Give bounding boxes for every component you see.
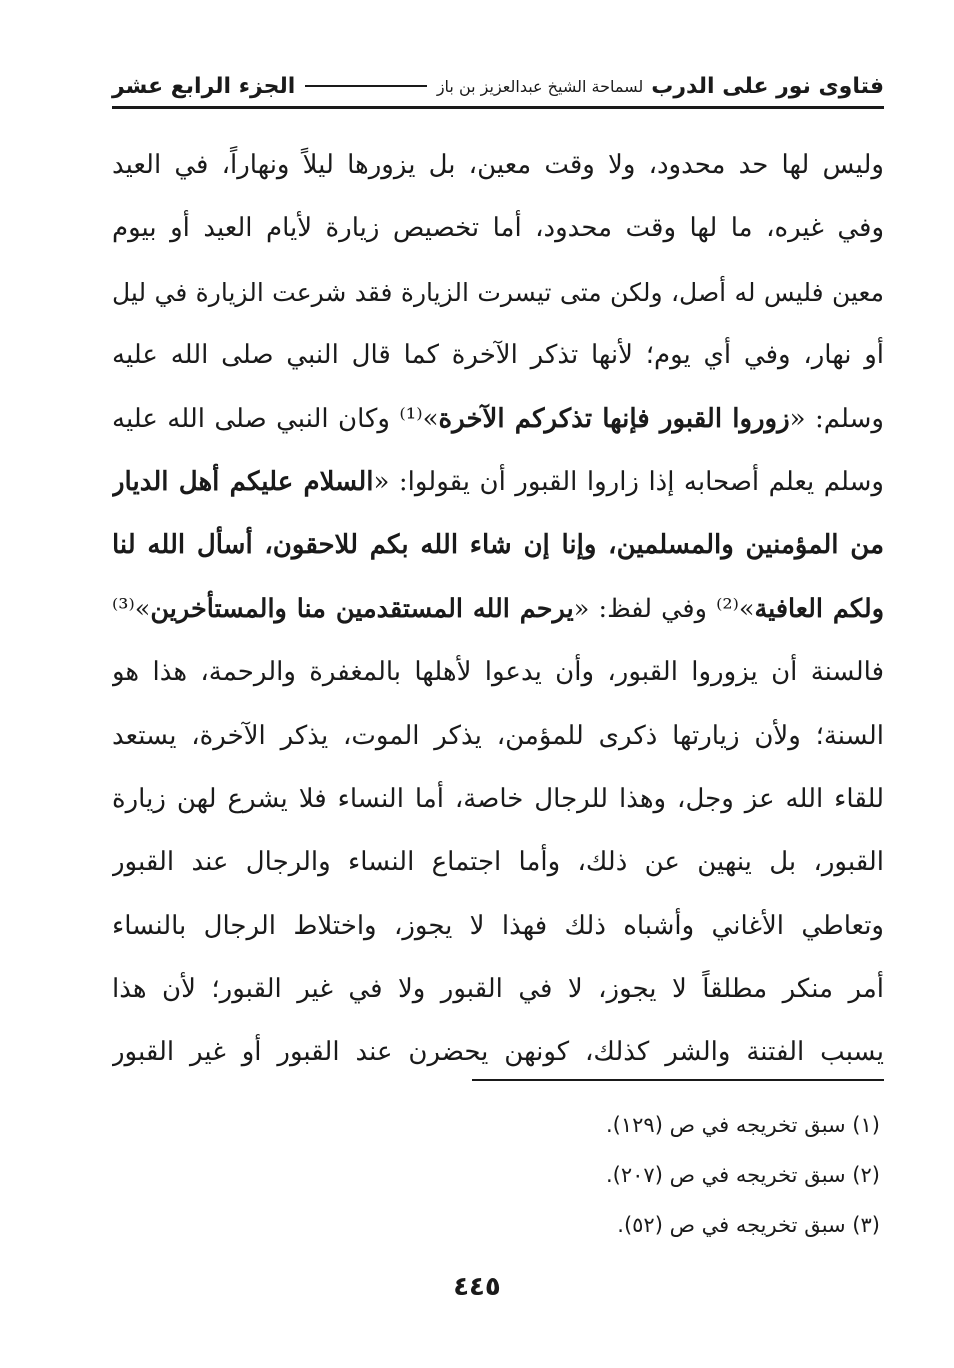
bold-quote-text: ولكم العافية xyxy=(754,593,884,624)
body-text-segment: وسلم: « xyxy=(789,403,884,434)
body-line xyxy=(112,705,884,768)
body-line xyxy=(112,324,884,387)
bold-quote-text: زوروا القبور فإنها تذكركم الآخرة xyxy=(438,403,790,434)
body-line xyxy=(112,641,884,704)
body-line xyxy=(112,895,884,958)
body-text-segment: »⁽¹⁾ وكان النبي صلى الله عليه xyxy=(112,403,439,434)
body-text-segment: أو نهار، وفي أي يوم؛ لأنها تذكر الآخرة كما قال النبي صلى الله عليه xyxy=(112,340,884,371)
body-text-segment: وفي غيره، ما لها وقت محدود، أما تخصيص زيارة لأيام العيد أو بيوم xyxy=(112,213,884,244)
body-line xyxy=(112,388,884,451)
body-line xyxy=(112,134,884,197)
body-text-segment: »⁽²⁾ وفي لفظ: « xyxy=(573,593,755,624)
header-underline xyxy=(112,106,884,109)
volume-label: الجزء الرابع عشر xyxy=(112,73,296,99)
body-line xyxy=(112,197,884,260)
body-line xyxy=(112,514,884,577)
body-line xyxy=(112,451,884,514)
footnote-2: (٢) سبق تخريجه في ص (٢٠٧). xyxy=(606,1163,880,1187)
header-separator-rule xyxy=(305,85,426,87)
bold-quote-text: من المؤمنين والمسلمين، وإنا إن شاء الله بكم للاحقون، أسأل الله لنا xyxy=(112,530,884,561)
book-title: فتاوى نور على الدرب xyxy=(651,73,884,99)
body-text xyxy=(112,134,884,1085)
body-text-segment: وسلم يعلم أصحابه إذا زاروا القبور أن يقولوا: « xyxy=(373,466,884,497)
bold-quote-text: السلام عليكم أهل الديار xyxy=(112,466,374,497)
body-line xyxy=(112,261,884,324)
page-number: ٤٤٥ xyxy=(453,1272,501,1302)
body-text-segment: فالسنة أن يزوروا القبور، وأن يدعوا لأهلها بالمغفرة والرحمة، هذا هو xyxy=(112,657,884,688)
body-line xyxy=(112,768,884,831)
body-text-segment: وليس لها حد محدود، ولا وقت معين، بل يزورها ليلاً ونهاراً، في العيد xyxy=(112,150,884,180)
body-text-segment: »⁽³⁾ xyxy=(112,593,151,624)
running-header xyxy=(112,66,884,106)
author-name: لسماحة الشيخ عبدالعزيز بن باز xyxy=(436,76,644,96)
body-text-segment: يسبب الفتنة والشر كذلك، كونهن يحضرن عند القبور أو غير القبور xyxy=(112,1037,884,1068)
body-text-segment: القبور، بل ينهين عن ذلك، وأما اجتماع النساء والرجال عند القبور xyxy=(112,847,884,878)
footnotes xyxy=(606,1100,880,1250)
body-line xyxy=(112,1021,884,1084)
body-text-segment: وتعاطي الأغاني وأشباه ذلك فهذا لا يجوز، واختلاط الرجال بالنساء xyxy=(112,910,884,941)
footnote-1: (١) سبق تخريجه في ص (١٢٩). xyxy=(606,1113,880,1137)
body-line xyxy=(112,958,884,1021)
footnote-separator xyxy=(472,1079,884,1081)
body-text-segment: للقاء الله عز وجل، وهذا للرجال خاصة، أما النساء فلا يشرع لهن زيارة xyxy=(112,783,884,814)
bold-quote-text: يرحم الله المستقدمين منا والمستأخرين xyxy=(150,593,574,624)
body-text-segment: معين فليس له أصل، ولكن متى تيسرت الزيارة فقد شرعت الزيارة في ليل xyxy=(112,277,884,307)
body-text-segment: أمر منكر مطلقاً لا يجوز، لا في القبور ولا في غير القبور؛ لأن هذا xyxy=(112,974,884,1005)
body-line xyxy=(112,578,884,641)
footnote-3: (٣) سبق تخريجه في ص (٥٢). xyxy=(617,1213,880,1237)
body-text-segment: السنة؛ ولأن زيارتها ذكرى للمؤمن، يذكر الموت، يذكر الآخرة، يستعد xyxy=(112,720,884,751)
body-line xyxy=(112,831,884,894)
header-title-group xyxy=(437,74,884,99)
